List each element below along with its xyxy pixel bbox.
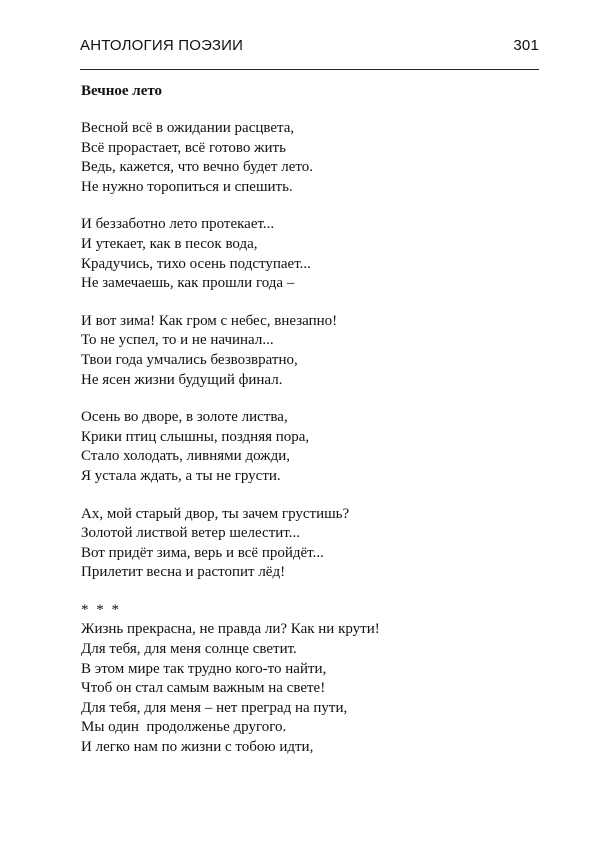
poem-line: Золотой листвой ветер шелестит...	[81, 525, 300, 542]
stanza-4	[81, 408, 541, 486]
poem-line: В этом мире так трудно кого-то найти,	[81, 660, 327, 677]
stanza-2	[81, 215, 541, 293]
poem-line: Мы один продолженье другого.	[81, 719, 287, 736]
poem-line: Крики птиц слышны, поздняя пора,	[81, 428, 310, 445]
poem-line: Всё прорастает, всё готово жить	[81, 139, 286, 156]
poem-line: И вот зима! Как гром с небес, внезапно!	[81, 312, 338, 329]
poem-line: Я устала ждать, а ты не грусти.	[81, 467, 281, 484]
poem-line: И легко нам по жизни с тобою идти,	[81, 739, 314, 756]
poem-line: Жизнь прекрасна, не правда ли? Как ни крути!	[81, 621, 380, 638]
poem-line: Вот придёт зима, верь и всё пройдёт...	[81, 544, 324, 561]
poem-title: Вечное лето	[81, 83, 163, 99]
poem-line: Не ясен жизни будущий финал.	[81, 371, 283, 388]
section-separator: * * *	[81, 601, 121, 618]
poem-line: Ах, мой старый двор, ты зачем грустишь?	[81, 505, 350, 522]
poem-line: Не замечаешь, как прошли года –	[81, 275, 295, 292]
poem-line: Крадучись, тихо осень подступает...	[81, 255, 311, 272]
poem-line: Прилетит весна и растопит лёд!	[81, 564, 286, 581]
poem-line: То не успел, то и не начинал...	[81, 332, 274, 349]
poem-line: Для тебя, для меня – нет преград на пути,	[81, 699, 348, 716]
poem-line: Чтоб он стал самым важным на свете!	[81, 680, 326, 697]
poem-body	[81, 80, 541, 776]
stanza-5	[81, 505, 541, 583]
header-title: АНТОЛОГИЯ ПОЭЗИИ	[80, 37, 244, 54]
stanza-3	[81, 312, 541, 390]
page-number: 301	[513, 37, 539, 54]
poem-line: Стало холодать, ливнями дожди,	[81, 448, 290, 465]
header-divider	[80, 69, 539, 70]
stanza-1	[81, 119, 541, 197]
running-header	[80, 37, 539, 59]
poem-line: Твои года умчались безвозвратно,	[81, 351, 298, 368]
poem-line: Не нужно торопиться и спешить.	[81, 178, 293, 195]
poem-line: И беззаботно лето протекает...	[81, 216, 275, 233]
poem-line: Для тебя, для меня солнце светит.	[81, 641, 297, 658]
stanza-final	[81, 620, 541, 757]
poem-line: Весной всё в ожидании расцвета,	[81, 120, 295, 136]
poem-line: И утекает, как в песок вода,	[81, 235, 258, 252]
poem-line: Осень во дворе, в золоте листва,	[81, 409, 288, 426]
poem-line: Ведь, кажется, что вечно будет лето.	[81, 159, 313, 176]
